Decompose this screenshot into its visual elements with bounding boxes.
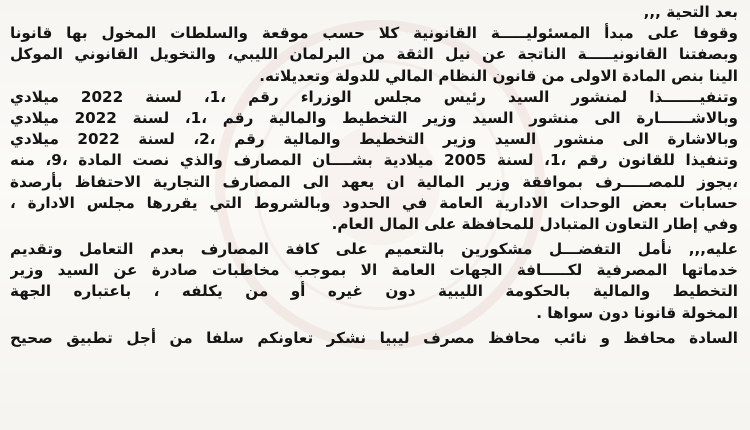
paragraph-line: المخولة قانونا دون سواها .	[536, 303, 738, 322]
paragraph-line: وبالاشارة الى منشور السيد وزير التخطيط والمالية رقم ،2، لسنة 2022 ميلادي	[10, 130, 738, 149]
paragraph-line: حسابات بعض الوحدات الادارية العامة في الحدود وبالشروط التي يقررها مجلس الادارة ،	[10, 193, 738, 212]
paragraph-line: التخطيط والمالية بالحكومة الليبية دون غيره أو من يكلفه ، باعتباره الجهة	[10, 282, 738, 301]
paragraph-line: ،يجوز للمصـــــرف بموافقة وزير المالية ان يعهد الى المصارف التجارية الاحتفاظ بأرصدة	[10, 172, 738, 191]
letter-body	[10, 2, 738, 349]
greeting-line: بعد التحية ,,,	[643, 3, 738, 21]
paragraph-line: الينا بنص المادة الاولى من قانون النظام المالي للدولة وتعديلاته.	[259, 66, 738, 85]
paragraph-line: عليه,,, نأمل التفضـــل مشكورين بالتعميم على كافة المصارف بعدم التعامل وتقديم	[10, 240, 738, 259]
paragraph-line: وتنفيذا للقانون رقم ،1، لسنة 2005 ميلادية بشــــان المصارف والذي نصت المادة ،9، منه	[10, 151, 738, 170]
paragraph-line: وتنفيـــــــذا لمنشور السيد رئيس مجلس الوزراء رقم ،1، لسنة 2022 ميلادي	[10, 87, 738, 106]
paragraph-line: السادة محافظ و نائب محافظ مصرف ليبيا نشكر تعاونكم سلفا من أجل تطبيق صحيح	[10, 328, 738, 347]
paragraph-line: وقوفا على مبدأ المسئوليـــــة القانونية كلا حسب موقعة والسلطات المخول بها قانونا	[10, 24, 738, 43]
paragraph-line: خدماتها المصرفية لكـــــافة الجهات العامة الا بموجب مخاطبات صادرة عن السيد وزير	[10, 261, 738, 280]
paragraph-line: وفي إطار التعاون المتبادل للمحافظة على المال العام.	[331, 214, 738, 233]
paragraph-line: وبصفتنا القانونيـــــة الناتجة عن نيل الثقة من البرلمان الليبي، والتخويل القانوني الموكل	[10, 45, 738, 64]
paragraph-line: وبالاشــــــارة الى منشور السيد وزير التخطيط والمالية رقم ،1، لسنة 2022 ميلادي	[10, 108, 738, 127]
